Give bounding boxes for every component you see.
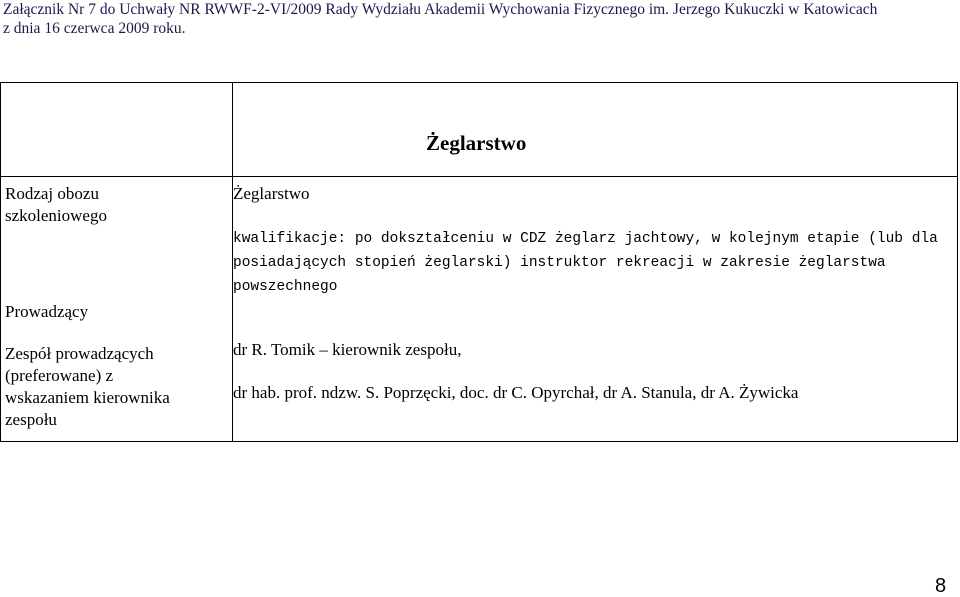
label-team-line: (preferowane) z	[5, 366, 114, 385]
label-team-line: zespołu	[5, 410, 57, 429]
label-leader	[5, 301, 225, 323]
qualifications-line: kwalifikacje: po dokształceniu w CDZ żeglarz jachtowy, w kolejnym etapie (lub dla	[233, 231, 938, 247]
header-line-1: Załącznik Nr 7 do Uchwały NR RWWF-2-VI/2009 Rady Wydziału Akademii Wychowania Fizycznego im. Jerzego Kukuczki w Katowicach	[3, 1, 878, 18]
qualifications-line: powszechnego	[233, 279, 338, 295]
qualifications-line: posiadających stopień żeglarski) instruktor rekreacji w zakresie żeglarstwa	[233, 255, 886, 271]
document-header	[3, 0, 953, 38]
camp-name: Żeglarstwo	[233, 184, 310, 203]
label-camp-type-line: Rodzaj obozu	[5, 184, 99, 203]
section-title: Żeglarstwo	[426, 131, 527, 155]
page-number: 8	[935, 575, 947, 597]
label-camp-type	[5, 183, 225, 227]
leader-name: dr R. Tomik – kierownik zespołu,	[233, 340, 462, 359]
team-members: dr hab. prof. ndzw. S. Poprzęcki, doc. dr C. Opyrchał, dr A. Stanula, dr A. Żywicka	[233, 383, 799, 402]
table-row-divider	[0, 176, 958, 177]
label-leader-line: Prowadzący	[5, 302, 89, 321]
qualifications-text	[233, 227, 953, 299]
header-line-2: z dnia 16 czerwca 2009 roku.	[3, 20, 186, 37]
label-team-line: Zespół prowadzących	[5, 344, 154, 363]
label-camp-type-line: szkoleniowego	[5, 206, 107, 225]
label-team	[5, 343, 225, 431]
label-team-line: wskazaniem kierownika	[5, 388, 170, 407]
